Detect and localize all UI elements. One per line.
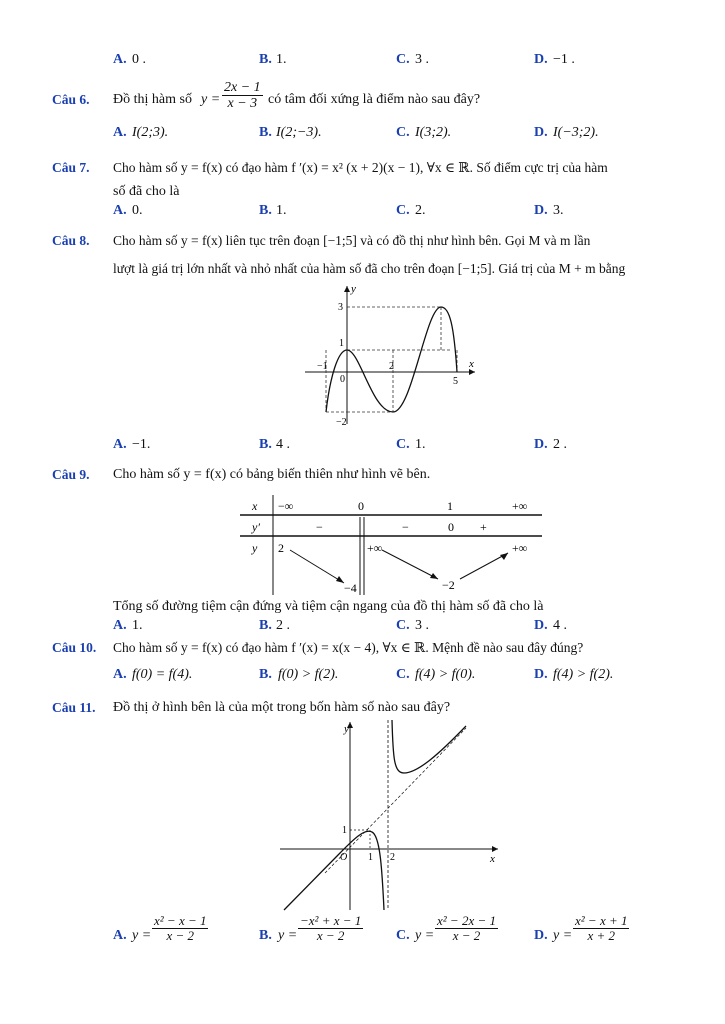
q5-opt-b-label: B.	[259, 52, 272, 67]
q9-y-val-2: −4	[344, 581, 357, 595]
q11-label: Câu 11.	[52, 700, 96, 715]
q10-opt-a-label: A.	[113, 667, 127, 682]
q8-opt-c-label: C.	[396, 437, 410, 452]
q8-origin-label: 0	[340, 374, 345, 385]
q9-yp-val-2: −	[402, 520, 409, 534]
q6-func-lhs: y =	[201, 92, 221, 107]
q5-opt-c-label: C.	[396, 52, 410, 67]
q8-xm1-label: −1	[317, 361, 328, 372]
q9-arrow-up-icon	[500, 553, 508, 560]
q7-opt-d-label: D.	[534, 203, 548, 218]
q7-opt-a-text: 0.	[132, 203, 143, 218]
q6-opt-d-text: I(−3;2).	[553, 125, 599, 140]
q7-opt-b-text: 1.	[276, 203, 287, 218]
q9-yp-val-3: 0	[448, 520, 454, 534]
q9-text: Cho hàm số y = f(x) có bảng biến thiên như hình vẽ bên.	[113, 467, 431, 482]
q8-opt-a-label: A.	[113, 437, 127, 452]
q11-opt-b-label: B.	[259, 928, 272, 943]
q8-y-label: y	[351, 283, 356, 295]
q8-opt-b-label: B.	[259, 437, 272, 452]
q7-label: Câu 7.	[52, 160, 90, 175]
q11-opt-a-lhs: y =	[132, 928, 152, 943]
q6-text-after: có tâm đối xứng là điểm nào sau đây?	[268, 92, 481, 107]
q11-opt-d-num: x² − x + 1	[575, 913, 628, 928]
q8-label: Câu 8.	[52, 233, 90, 248]
q6-opt-a-text: I(2;3).	[132, 125, 169, 140]
q11-x-arrow-icon	[492, 846, 498, 852]
q6-opt-a-label: A.	[113, 125, 127, 140]
q5-opt-d-text: −1 .	[553, 52, 575, 67]
q11-x2-label: 2	[390, 852, 395, 863]
q11-x1-label: 1	[368, 852, 373, 863]
q11-opt-b-den: x − 2	[316, 928, 345, 944]
q7-opt-d-text: 3.	[553, 203, 564, 218]
q9-opt-c-text: 3 .	[415, 618, 429, 633]
q10-opt-a-text: f(0) = f(4).	[132, 667, 193, 682]
q8-y1-label: 1	[339, 338, 344, 349]
q8-y3-label: 3	[338, 302, 343, 313]
q5-opt-b-text: 1.	[276, 52, 287, 67]
q8-graph	[300, 282, 480, 430]
q8-x5-label: 5	[453, 376, 458, 387]
q5-opt-c-text: 3 .	[415, 52, 429, 67]
q9-question: Tổng số đường tiệm cận đứng và tiệm cận ngang của đồ thị hàm số đã cho là	[113, 599, 544, 614]
q6-opt-b-text: I(2;−3).	[276, 125, 322, 140]
q6-opt-b-label: B.	[259, 125, 272, 140]
q9-yp-label: y′	[252, 520, 260, 534]
q8-opt-a-text: −1.	[132, 437, 151, 452]
q10-opt-b-text: f(0) > f(2).	[278, 667, 339, 682]
q9-y-val-3: +∞	[367, 541, 383, 555]
q9-arrow-down-1-icon	[336, 576, 344, 583]
q11-y1-label: 1	[342, 825, 347, 836]
q9-arrows	[290, 550, 508, 583]
q6-fraction	[222, 80, 263, 112]
q11-left-branch	[284, 831, 384, 910]
q11-right-branch	[392, 720, 466, 773]
q11-opt-a-num: x² − x − 1	[154, 913, 207, 928]
q11-origin-label: O	[340, 852, 348, 863]
q6-label: Câu 6.	[52, 92, 90, 107]
q6-frac-num: 2x − 1	[224, 80, 261, 95]
q9-opt-d-text: 4 .	[553, 618, 567, 633]
q11-y-label: y	[344, 723, 349, 735]
q10-opt-c-label: C.	[396, 667, 410, 682]
q11-opt-b-lhs: y =	[278, 928, 298, 943]
q9-y-label: y	[252, 541, 258, 555]
q6-frac-den: x − 3	[227, 96, 258, 112]
q11-opt-d-lhs: y =	[553, 928, 573, 943]
q11-x-label: x	[490, 853, 495, 865]
q10-opt-b-label: B.	[259, 667, 272, 682]
q10-label: Câu 10.	[52, 640, 97, 655]
q8-x-label: x	[469, 358, 474, 370]
q9-opt-c-label: C.	[396, 618, 410, 633]
q8-x2-label: 2	[389, 361, 394, 372]
q6-opt-c-text: I(3;2).	[415, 125, 452, 140]
q6-text-before: Đồ thị hàm số	[113, 92, 192, 107]
q9-x-val-4: +∞	[512, 499, 528, 513]
q9-x-val-2: 0	[358, 499, 364, 513]
q9-opt-b-label: B.	[259, 618, 272, 633]
q9-x-val-1: −∞	[278, 499, 294, 513]
q9-opt-d-label: D.	[534, 618, 548, 633]
q11-opt-d-label: D.	[534, 928, 548, 943]
q11-opt-a-label: A.	[113, 928, 127, 943]
q6-opt-c-label: C.	[396, 125, 410, 140]
q9-y-val-5: +∞	[512, 541, 528, 555]
q11-graph	[280, 718, 505, 913]
q8-curve	[326, 307, 457, 412]
q8-line1: Cho hàm số y = f(x) liên tục trên đoạn [−1;5] và có đồ thị như hình bên. Gọi M và m lần	[113, 233, 591, 248]
q9-yp-val-4: +	[480, 520, 487, 534]
q8-guides	[326, 307, 457, 412]
q11-opt-c-den: x − 2	[452, 928, 481, 944]
q8-line2: lượt là giá trị lớn nhất và nhỏ nhất của hàm số đã cho trên đoạn [−1;5]. Giá trị của M + m bằng	[113, 261, 626, 276]
q9-opt-b-text: 2 .	[276, 618, 290, 633]
q8-opt-d-text: 2 .	[553, 437, 567, 452]
q8-opt-d-label: D.	[534, 437, 548, 452]
q9-x-label: x	[252, 499, 258, 513]
q11-opt-c-lhs: y =	[415, 928, 435, 943]
q9-y-val-1: 2	[278, 541, 284, 555]
q8-opt-b-text: 4 .	[276, 437, 290, 452]
q10-text: Cho hàm số y = f(x) có đạo hàm f ′(x) = x(x − 4), ∀x ∈ ℝ. Mệnh đề nào sau đây đúng?	[113, 640, 584, 655]
q9-arrow-down-2-icon	[430, 573, 438, 579]
q9-opt-a-text: 1.	[132, 618, 143, 633]
q9-opt-a-label: A.	[113, 618, 127, 633]
q11-text: Đồ thị ở hình bên là của một trong bốn hàm số nào sau đây?	[113, 700, 451, 715]
q9-x-val-3: 1	[447, 499, 453, 513]
q8-opt-c-text: 1.	[415, 437, 426, 452]
q5-opt-a-label: A.	[113, 52, 127, 67]
q11-opt-b-num: −x² + x − 1	[300, 913, 362, 928]
q11-opt-d-den: x + 2	[587, 928, 616, 944]
q11-opt-d-fraction	[573, 914, 629, 944]
q10-opt-d-text: f(4) > f(2).	[553, 667, 614, 682]
q8-ym2-label: −2	[336, 417, 347, 428]
q11-opt-c-num: x² − 2x − 1	[437, 913, 496, 928]
q7-opt-b-label: B.	[259, 203, 272, 218]
q9-y-val-4: −2	[442, 578, 455, 592]
q7-line1: Cho hàm số y = f(x) có đạo hàm f ′(x) = x² (x + 2)(x − 1), ∀x ∈ ℝ. Số điểm cực trị của hàm	[113, 160, 608, 175]
q10-opt-c-text: f(4) > f(0).	[415, 667, 476, 682]
q7-opt-c-text: 2.	[415, 203, 426, 218]
q10-opt-d-label: D.	[534, 667, 548, 682]
q9-yp-val-1: −	[316, 520, 323, 534]
q9-variation-table	[240, 495, 545, 595]
q11-opt-c-fraction	[435, 914, 498, 944]
q7-line2: số đã cho là	[113, 184, 180, 199]
q5-opt-d-label: D.	[534, 52, 548, 67]
q11-opt-a-den: x − 2	[166, 928, 195, 944]
q8-y-arrow-icon	[344, 286, 350, 292]
q11-opt-b-fraction	[298, 914, 363, 944]
q11-opt-c-label: C.	[396, 928, 410, 943]
q7-opt-a-label: A.	[113, 203, 127, 218]
q6-opt-d-label: D.	[534, 125, 548, 140]
q7-opt-c-label: C.	[396, 203, 410, 218]
q5-opt-a-text: 0 .	[132, 52, 146, 67]
q11-opt-a-fraction	[152, 914, 208, 944]
q9-label: Câu 9.	[52, 467, 90, 482]
